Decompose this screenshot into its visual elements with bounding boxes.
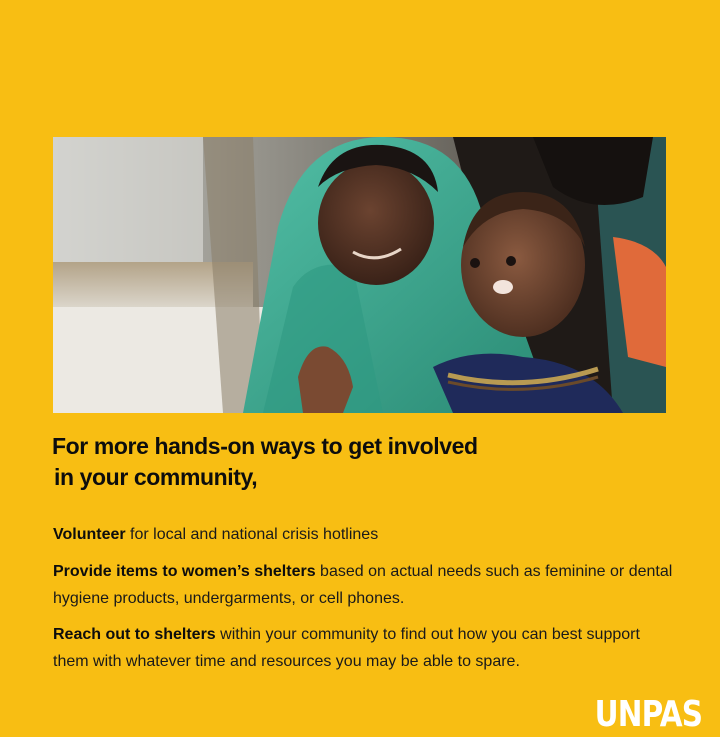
photo-illustration bbox=[53, 137, 666, 413]
headline-line-1: For more hands-on ways to get involved bbox=[52, 433, 478, 459]
headline bbox=[52, 431, 652, 493]
list-item-bold: Reach out to shelters bbox=[53, 626, 216, 643]
list-item-text: for local and national crisis hotlines bbox=[125, 526, 379, 543]
headline-line-2: in your community, bbox=[54, 464, 258, 490]
unpas-watermark: UNPAS bbox=[594, 694, 702, 735]
list-item-reach-out bbox=[53, 621, 673, 675]
list-item-bold: Volunteer bbox=[53, 526, 126, 543]
list-item-text: within your community to find out how you can best support them with whatever time and resources you may be able to spare. bbox=[53, 626, 640, 670]
list-item-provide-items bbox=[53, 558, 673, 612]
list-item-bold: Provide items to women’s shelters bbox=[53, 563, 316, 580]
list-item-text: based on actual needs such as feminine or dental hygiene products, undergarments, or cell phones. bbox=[53, 563, 673, 607]
list-item-volunteer bbox=[53, 521, 673, 548]
mother-and-child-photo bbox=[53, 137, 666, 413]
